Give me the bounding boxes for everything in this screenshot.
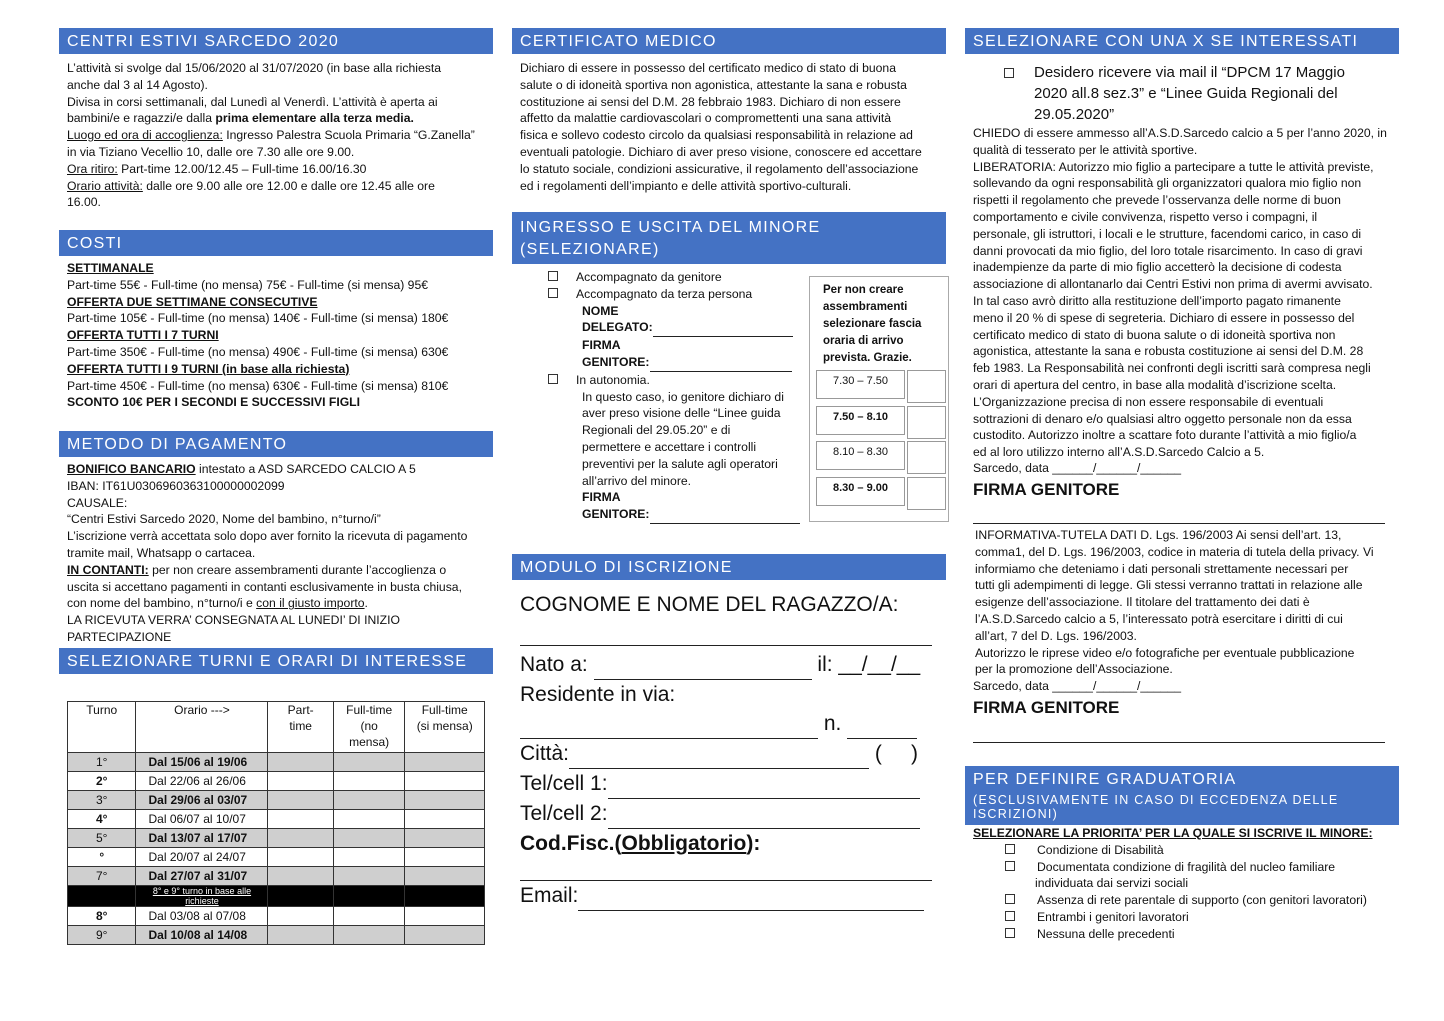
turni-table-body bbox=[68, 753, 485, 945]
firma-line-2[interactable] bbox=[973, 742, 1385, 743]
text-line: personale, gli istruttori, i locali e le strutture, facendomi carico, in caso di bbox=[973, 226, 1362, 241]
text-line: sottrazioni di denaro e/o qualsiasi altro oggetto personale non da essa bbox=[973, 411, 1352, 426]
price-heading: OFFERTA DUE SETTIMANE CONSECUTIVE bbox=[67, 294, 318, 309]
option-label: Documentata condizione di fragilità del nucleo familiare bbox=[1037, 859, 1336, 874]
arrival-slot-label: 8.30 – 9.00 bbox=[816, 477, 905, 506]
privacy-body bbox=[975, 527, 1395, 678]
dpcm-checkbox[interactable] bbox=[1004, 68, 1014, 78]
text-line: Desidero ricevere via mail il “DPCM 17 Maggio bbox=[1034, 64, 1345, 81]
select-part-time-cell[interactable] bbox=[268, 772, 333, 791]
email-row bbox=[520, 881, 932, 911]
text-line: 29.05.2020” bbox=[1034, 106, 1115, 123]
text-bold-underline: IN CONTANTI: bbox=[67, 562, 149, 577]
select-full-no-mensa-cell[interactable] bbox=[333, 926, 405, 945]
tel2-label: Tel/cell 2: bbox=[520, 802, 608, 825]
text-line: Divisa in corsi settimanali, dal Lunedì al Venerdì. L’attività è aperta ai bbox=[67, 94, 438, 109]
text-line: sollevando da ogni responsabilità gli organizzatori qualora mio figlio non bbox=[973, 176, 1362, 191]
text-line: certificato medico di stato di buona salute o di idoneità sportiva non bbox=[973, 327, 1336, 342]
discount-note: SCONTO 10€ PER I SECONDI E SUCCESSIVI FIGLI bbox=[67, 395, 361, 410]
select-full-no-mensa-cell[interactable] bbox=[333, 810, 405, 829]
turno-dates: Dal 15/06 al 19/06 bbox=[136, 753, 268, 772]
turni-section bbox=[59, 648, 493, 674]
centri-estivi-header: CENTRI ESTIVI SARCEDO 2020 bbox=[59, 28, 493, 54]
codfisc-obbligatorio: Obbligatorio bbox=[621, 832, 747, 855]
checkbox[interactable] bbox=[1005, 844, 1015, 854]
col-header-orario: Orario ---> bbox=[136, 702, 268, 753]
text-line: custodito. Autorizzo inoltre a scattare foto durante l’attività a mio figlio/a bbox=[973, 428, 1357, 443]
text-bold: prima elementare alla terza media. bbox=[215, 111, 414, 126]
select-full-no-mensa-cell[interactable] bbox=[333, 772, 405, 791]
text-line: LA RICEVUTA VERRA’ CONSEGNATA AL LUNEDI’ DI INIZIO PARTECIPAZIONE bbox=[67, 613, 400, 644]
text-span: bambini/e e ragazzi/e dalla bbox=[67, 111, 216, 126]
text-line: agonistica, attestante la sana e robusta costituzione ai sensi del D.M. 28 bbox=[973, 344, 1364, 359]
text-line: anche dal 3 al 14 Agosto). bbox=[67, 77, 208, 92]
codfisc-label-end: ): bbox=[746, 832, 761, 855]
via-row bbox=[520, 709, 932, 739]
graduatoria-header bbox=[965, 766, 1399, 825]
text-line: informiamo che deteniamo i dati personali strettamente necessari per bbox=[975, 561, 1349, 576]
select-part-time-cell[interactable] bbox=[268, 848, 333, 867]
turno-dates: Dal 22/06 al 26/06 bbox=[136, 772, 268, 791]
price-line: Part-time 350€ - Full-time (no mensa) 490€ - Full-time (si mensa) 630€ bbox=[67, 344, 449, 359]
select-part-time-cell[interactable] bbox=[268, 791, 333, 810]
modulo-header: MODULO DI ISCRIZIONE bbox=[512, 554, 946, 580]
turno-number: 4° bbox=[68, 810, 136, 829]
text-line: 2020 all.8 sez.3” e “Linee Guida Regionali del bbox=[1034, 85, 1338, 102]
email-label: Email: bbox=[520, 884, 579, 907]
il-label: il: bbox=[817, 653, 833, 676]
firma-input-line[interactable] bbox=[650, 506, 800, 524]
field-label: GENITORE: bbox=[582, 507, 650, 522]
text-span: dalle ore 9.00 alle ore 12.00 e dalle ore 12.45 alle ore bbox=[142, 178, 435, 193]
cognome-label: COGNOME E NOME DEL RAGAZZO/A: bbox=[520, 593, 899, 616]
text-line: rispetti il regolamento che prevede l’osservanza delle norme di buon bbox=[973, 193, 1341, 208]
field-label: FIRMA bbox=[582, 338, 621, 353]
text-line: per la promozione dell’Associazione. bbox=[975, 662, 1173, 677]
option-label: Assenza di rete parentale di supporto (con genitori lavoratori) bbox=[1037, 893, 1367, 908]
text-span: intestato a ASD SARCEDO CALCIO A 5 bbox=[195, 462, 416, 476]
option-label: Accompagnato da genitore bbox=[576, 270, 722, 284]
text-line: salute o di idoneità sportiva non agonistica, attestante la sana e robusta bbox=[520, 77, 907, 92]
pagamento-header: METODO DI PAGAMENTO bbox=[59, 431, 493, 457]
priority-nessuna[interactable] bbox=[1005, 926, 1393, 943]
text-line bbox=[67, 461, 493, 478]
liberatoria-body bbox=[973, 125, 1393, 461]
costi-header: COSTI bbox=[59, 230, 493, 256]
text-line: tutti gli adempimenti di legge. Gli stessi verranno trattati in relazione alle bbox=[975, 578, 1363, 593]
turno-number: 5° bbox=[68, 829, 136, 848]
firma-genitore-label-2: FIRMA GENITORE bbox=[973, 698, 1120, 717]
text-line: all’art, 7 del D. Lgs. 196/2003. bbox=[975, 628, 1137, 643]
cognome-input-line[interactable] bbox=[520, 623, 932, 646]
price-line: Part-time 105€ - Full-time (no mensa) 140€ - Full-time (si mensa) 180€ bbox=[67, 311, 449, 326]
delegato-fields bbox=[582, 303, 808, 372]
text-line: INFORMATIVA-TUTELA DATI D. Lgs. 196/2003 Ai sensi dell’art. 13, bbox=[975, 528, 1342, 542]
turno-row bbox=[68, 810, 485, 829]
sel-date-line[interactable] bbox=[973, 460, 1181, 477]
certificato-section bbox=[512, 28, 946, 194]
text-line bbox=[67, 562, 493, 579]
graduatoria-subtitle: (ESCLUSIVAMENTE IN CASO DI ECCEDENZA DELLE ISCRIZIONI) bbox=[973, 793, 1339, 821]
text-line: “Centri Estivi Sarcedo 2020, Nome del bambino, n°turno/i” bbox=[67, 512, 381, 527]
text-span: Ingresso Palestra Scuola Primaria “G.Zanella” bbox=[222, 128, 475, 143]
text-line: eventuali patologie. Dichiaro di aver preso visione, conoscere ed accettare bbox=[520, 144, 922, 159]
col-header-full-no-mensa: Full-time (no mensa) bbox=[333, 702, 405, 753]
ingresso-header bbox=[512, 212, 946, 264]
text-line: orari di apertura del centro, in base alla modalità d’iscrizione scelta. bbox=[973, 377, 1337, 392]
iban-line: IBAN: IT61U0306960363100000002099 bbox=[67, 478, 285, 493]
checkbox[interactable] bbox=[1005, 861, 1015, 871]
tel1-input-line[interactable] bbox=[608, 769, 920, 799]
priority-rete-parentale[interactable] bbox=[1005, 892, 1393, 909]
select-full-no-mensa-cell[interactable] bbox=[333, 753, 405, 772]
text-line bbox=[67, 110, 493, 127]
codfisc-input-line[interactable] bbox=[520, 858, 932, 881]
turno-dates: Dal 13/07 al 17/07 bbox=[136, 829, 268, 848]
text-span: . bbox=[364, 596, 368, 611]
select-full-si-mensa-cell[interactable] bbox=[405, 926, 485, 945]
email-input-line[interactable] bbox=[578, 881, 924, 911]
turno-number: 3° bbox=[68, 791, 136, 810]
field-label: FIRMA bbox=[582, 490, 621, 505]
text-line bbox=[67, 595, 493, 612]
tel2-row bbox=[520, 799, 932, 829]
turno-row bbox=[68, 848, 485, 867]
price-heading: OFFERTA TUTTI I 7 TURNI bbox=[67, 328, 219, 343]
text-line: Dichiaro di essere in possesso del certificato medico di stato di buona bbox=[520, 61, 896, 75]
delegato-field[interactable] bbox=[582, 319, 808, 337]
text-line: aver preso visione delle “Linee guida bbox=[582, 406, 781, 421]
certificato-body bbox=[520, 60, 946, 194]
provincia-field[interactable]: ( ) bbox=[874, 742, 919, 765]
select-cell bbox=[268, 886, 333, 907]
select-full-si-mensa-cell[interactable] bbox=[405, 753, 485, 772]
text-line: Regionali del 29.05.20” e di bbox=[582, 423, 731, 438]
price-heading: OFFERTA TUTTI I 9 TURNI (in base alla richiesta) bbox=[67, 361, 350, 376]
checkbox[interactable] bbox=[1005, 911, 1015, 921]
option-label: Entrambi i genitori lavoratori bbox=[1037, 909, 1189, 924]
text-line: In tal caso avrò diritto alla restituzione dell’importo pagato rimanente bbox=[973, 293, 1341, 308]
text-line: tramite mail, Whatsapp o cartacea. bbox=[67, 545, 256, 560]
option-terza-persona[interactable] bbox=[548, 286, 808, 303]
text-line: lo statuto sociale, condizioni assicurative, il regolamento dell’associazione bbox=[520, 161, 919, 176]
costi-body bbox=[67, 260, 493, 411]
graduatoria-options bbox=[973, 825, 1393, 943]
text-line: Autorizzo le riprese video e/o fotografiche per eventuale pubblicazione bbox=[975, 645, 1355, 660]
arrival-slot-label: 8.10 – 8.30 bbox=[816, 441, 905, 470]
text-line bbox=[67, 178, 493, 195]
arrival-note-line: selezionare fascia bbox=[823, 318, 922, 330]
checkbox[interactable] bbox=[548, 374, 558, 384]
select-full-no-mensa-cell[interactable] bbox=[333, 867, 405, 886]
turno-number: 1° bbox=[68, 753, 136, 772]
field-label: GENITORE: bbox=[582, 354, 650, 369]
option-label-cont: individuata dai servizi sociali bbox=[1035, 876, 1189, 891]
select-part-time-cell[interactable] bbox=[268, 867, 333, 886]
nato-row bbox=[520, 650, 932, 680]
nato-input-line[interactable] bbox=[594, 650, 812, 680]
arrival-slot-checkbox[interactable] bbox=[907, 406, 946, 439]
text-line: danni provocati da mio figlio, del loro totale risarcimento. In caso di gravi bbox=[973, 243, 1363, 258]
via-input-line[interactable] bbox=[520, 709, 818, 739]
text-line: L’iscrizione verrà accettata solo dopo aver fornito la ricevuta di pagamento bbox=[67, 529, 468, 544]
modulo-form bbox=[520, 590, 932, 911]
firma-line-1[interactable] bbox=[973, 523, 1385, 524]
text-span: con nome del bambino, n°turno/i e bbox=[67, 596, 257, 611]
date-text: Sarcedo, data ______/______/______ bbox=[973, 679, 1182, 693]
text-line bbox=[67, 161, 493, 178]
arrival-note-line: Per non creare bbox=[823, 284, 904, 296]
text-underline: con il giusto importo bbox=[256, 596, 365, 611]
column-left bbox=[59, 28, 493, 211]
text-line: associazione di allontanarlo dai Centri Estivi non prima di avermi avvisato. bbox=[973, 277, 1373, 292]
select-full-no-mensa-cell[interactable] bbox=[333, 791, 405, 810]
turno-row bbox=[68, 829, 485, 848]
arrival-slot-label: 7.50 – 8.10 bbox=[816, 406, 905, 435]
ingresso-title: INGRESSO E USCITA DEL MINORE bbox=[520, 219, 821, 236]
field-label: DELEGATO: bbox=[582, 320, 653, 335]
text-line bbox=[67, 127, 493, 144]
firma-genitore-field[interactable] bbox=[582, 354, 808, 372]
text-line: all’arrivo del minore. bbox=[582, 473, 692, 488]
select-cell bbox=[333, 886, 405, 907]
field-label: NOME bbox=[582, 303, 619, 318]
priority-disabilita[interactable] bbox=[1005, 842, 1393, 859]
select-full-no-mensa-cell[interactable] bbox=[333, 848, 405, 867]
select-full-si-mensa-cell[interactable] bbox=[405, 848, 485, 867]
text-bold-underline: BONIFICO BANCARIO bbox=[67, 462, 196, 476]
select-part-time-cell[interactable] bbox=[268, 907, 333, 926]
citta-label: Città: bbox=[520, 742, 570, 765]
firma-genitore-field-2[interactable] bbox=[582, 506, 808, 524]
graduatoria-section bbox=[965, 766, 1399, 825]
turni-header: SELEZIONARE TURNI E ORARI DI INTERESSE bbox=[59, 648, 493, 674]
arrival-slot-checkbox[interactable] bbox=[907, 370, 946, 403]
priority-genitori-lavoratori[interactable] bbox=[1005, 909, 1393, 926]
graduatoria-title: PER DEFINIRE GRADUATORIA bbox=[973, 771, 1237, 788]
text-underline: Luogo ed ora di accoglienza: bbox=[67, 128, 223, 143]
price-line: Part-time 450€ - Full-time (no mensa) 630€ - Full-time (si mensa) 810€ bbox=[67, 378, 449, 393]
arrival-slot-label: 7.30 – 7.50 bbox=[816, 370, 905, 399]
turno-number: 7° bbox=[68, 867, 136, 886]
turno-dates: Dal 10/08 al 14/08 bbox=[136, 926, 268, 945]
text-line: feb 1983. La Responsabilità nei confronti degli iscritti sarà compresa negli bbox=[973, 361, 1371, 376]
select-full-si-mensa-cell[interactable] bbox=[405, 867, 485, 886]
text-line: ed al loro utilizzo interno all’A.S.D.Sarcedo Calcio a 5. bbox=[973, 445, 1265, 460]
delegato-input-line[interactable] bbox=[653, 319, 793, 337]
text-line: qualità di tesserato per le attività sportive. bbox=[973, 142, 1198, 157]
text-line: inadempienze da parte di mio figlio accetterò la decisione di codesta bbox=[973, 260, 1342, 275]
citta-row bbox=[520, 739, 932, 769]
select-full-si-mensa-cell[interactable] bbox=[405, 791, 485, 810]
col-header-turno: Turno bbox=[68, 702, 136, 753]
tel2-input-line[interactable] bbox=[608, 799, 920, 829]
codfisc-label: Cod.Fisc.( bbox=[520, 832, 622, 855]
arrival-note-line: prevista. Grazie. bbox=[823, 352, 912, 364]
turno-dates: Dal 06/07 al 10/07 bbox=[136, 810, 268, 829]
turno-row bbox=[68, 753, 485, 772]
text-line: ed i regolamenti dell’impianto e delle attività sportivo-culturali. bbox=[520, 178, 852, 193]
turno-dates: Dal 29/06 al 03/07 bbox=[136, 791, 268, 810]
text-line: comportamento e civile convivenza, rispetto verso i compagni, il bbox=[973, 209, 1318, 224]
text-underline: Orario attività: bbox=[67, 178, 143, 193]
turno-number: ° bbox=[68, 848, 136, 867]
select-full-no-mensa-cell[interactable] bbox=[333, 829, 405, 848]
turno-dates: Dal 27/07 al 31/07 bbox=[136, 867, 268, 886]
text-span: per non creare assembramenti durante l’accoglienza o bbox=[148, 562, 447, 577]
option-label: Condizione di Disabilità bbox=[1037, 842, 1164, 857]
privacy-date-line[interactable] bbox=[973, 678, 1181, 695]
select-cell bbox=[405, 886, 485, 907]
text-line: affetto da malattie cardiovascolari o compromettenti una sana attività bbox=[520, 111, 892, 126]
birth-date-field[interactable]: __/__/__ bbox=[838, 653, 921, 676]
turno-row bbox=[68, 926, 485, 945]
option-label: Nessuna delle precedenti bbox=[1037, 926, 1175, 941]
selezionare-section bbox=[965, 28, 1399, 54]
modulo-section bbox=[512, 554, 946, 580]
priority-fragilita[interactable] bbox=[1005, 859, 1393, 876]
turno-row bbox=[68, 772, 485, 791]
price-heading: SETTIMANALE bbox=[67, 261, 154, 275]
text-line: 16.00. bbox=[67, 195, 101, 210]
text-line: CHIEDO di essere ammesso all’A.S.D.Sarcedo calcio a 5 per l’anno 2020, in bbox=[973, 126, 1387, 140]
turno-note: 8° e 9° turno in base alle richieste bbox=[136, 886, 268, 907]
autonomia-text bbox=[582, 389, 808, 490]
pagamento-body bbox=[67, 461, 493, 646]
codfisc-row bbox=[520, 829, 932, 858]
dpcm-option[interactable] bbox=[1004, 62, 1384, 125]
text-line: permettere e accettare i controlli bbox=[582, 439, 757, 454]
arrival-note-line: assembramenti bbox=[823, 301, 908, 313]
select-full-si-mensa-cell[interactable] bbox=[405, 829, 485, 848]
col-header-part-time: Part- time bbox=[268, 702, 333, 753]
col-header-full-si-mensa: Full-time (si mensa) bbox=[405, 702, 485, 753]
text-line: comma1, del D. Lgs. 196/2003, codice in materia di tutela della privacy. Vi bbox=[975, 544, 1374, 559]
turno-cell bbox=[68, 886, 136, 907]
text-line: uscita si accettano pagamenti in contanti esclusivamente in busta chiusa, bbox=[67, 579, 462, 594]
text-span: Part-time 12.00/12.45 – Full-time 16.00/16.30 bbox=[117, 161, 367, 176]
certificato-header: CERTIFICATO MEDICO bbox=[512, 28, 946, 54]
ingresso-section bbox=[512, 212, 946, 264]
text-line: L’Organizzazione precisa di non essere responsabile di eventuali bbox=[973, 394, 1324, 409]
checkbox[interactable] bbox=[548, 271, 558, 281]
select-full-si-mensa-cell[interactable] bbox=[405, 810, 485, 829]
firma-genitore-label: FIRMA GENITORE bbox=[973, 480, 1120, 499]
nato-label: Nato a: bbox=[520, 653, 588, 676]
text-line: LIBERATORIA: Autorizzo mio figlio a partecipare a tutte le attività previste, bbox=[973, 159, 1374, 174]
turni-table-wrap bbox=[67, 701, 485, 945]
turno-row bbox=[68, 907, 485, 926]
numero-input-line[interactable] bbox=[847, 709, 917, 739]
turno-row bbox=[68, 886, 485, 907]
text-line: In questo caso, io genitore dichiaro di bbox=[582, 389, 784, 404]
text-line: meno il 20 % di spese di segreteria. Dichiaro di essere in possesso del bbox=[973, 310, 1355, 325]
citta-input-line[interactable] bbox=[569, 739, 869, 769]
turno-number: 9° bbox=[68, 926, 136, 945]
date-text: Sarcedo, data ______/______/______ bbox=[973, 461, 1182, 475]
select-full-si-mensa-cell[interactable] bbox=[405, 907, 485, 926]
numero-label: n. bbox=[823, 712, 842, 735]
text-line: costituzione ai sensi del D.M. 28 febbraio 1983. Dichiaro di non essere bbox=[520, 94, 901, 109]
turno-number: 8° bbox=[68, 907, 136, 926]
turno-dates: Dal 20/07 al 24/07 bbox=[136, 848, 268, 867]
option-label: Accompagnato da terza persona bbox=[576, 286, 753, 301]
text-line: l’A.S.D.Sarcedo calcio a 5, l’interessato potrà esercitare i diritti di cui bbox=[975, 611, 1343, 626]
tel1-row bbox=[520, 769, 932, 799]
turni-table bbox=[67, 701, 485, 945]
tel1-label: Tel/cell 1: bbox=[520, 772, 608, 795]
text-underline: Ora ritiro: bbox=[67, 161, 118, 176]
arrival-note-line: oraria di arrivo bbox=[823, 335, 904, 347]
checkbox[interactable] bbox=[1005, 928, 1015, 938]
arrival-note bbox=[823, 282, 948, 367]
ingresso-options bbox=[548, 269, 808, 524]
firma-fields bbox=[582, 489, 808, 524]
centri-estivi-body bbox=[67, 60, 493, 211]
select-part-time-cell[interactable] bbox=[268, 829, 333, 848]
turno-row bbox=[68, 867, 485, 886]
firma-input-line[interactable] bbox=[650, 354, 792, 372]
pagamento-section bbox=[59, 431, 493, 646]
costi-section bbox=[59, 230, 493, 411]
dpcm-label bbox=[1034, 62, 1384, 125]
selezionare-header: SELEZIONARE CON UNA X SE INTERESSATI bbox=[965, 28, 1399, 54]
text-line: esigenze dell’associazione. Il titolare del trattamento dei dati è bbox=[975, 595, 1310, 610]
select-part-time-cell[interactable] bbox=[268, 810, 333, 829]
text-line: in via Tiziano Vecellio 10, dalle ore 7.30 alle ore 9.00. bbox=[67, 144, 355, 159]
option-autonomia[interactable] bbox=[548, 372, 808, 389]
turno-row bbox=[68, 791, 485, 810]
arrival-slot-checkbox[interactable] bbox=[907, 477, 946, 510]
checkbox[interactable] bbox=[548, 288, 558, 298]
price-line: Part-time 55€ - Full-time (no mensa) 75€ - Full-time (si mensa) 95€ bbox=[67, 277, 428, 292]
select-full-no-mensa-cell[interactable] bbox=[333, 907, 405, 926]
option-accompagnato-genitore[interactable] bbox=[548, 269, 808, 286]
ingresso-subtitle: (SELEZIONARE) bbox=[520, 241, 660, 258]
checkbox[interactable] bbox=[1005, 894, 1015, 904]
text-line: preventivi per la salute agli operatori bbox=[582, 456, 778, 471]
select-part-time-cell[interactable] bbox=[268, 753, 333, 772]
text-line: L’attività si svolge dal 15/06/2020 al 31/07/2020 (in base alla richiesta bbox=[67, 61, 441, 75]
turno-dates: Dal 03/08 al 07/08 bbox=[136, 907, 268, 926]
text-line: fisica e sollevo codesto circolo da qualsiasi responsabilità in relazione ad bbox=[520, 128, 913, 143]
select-part-time-cell[interactable] bbox=[268, 926, 333, 945]
turno-number: 2° bbox=[68, 772, 136, 791]
residente-label: Residente in via: bbox=[520, 683, 676, 706]
option-label: In autonomia. bbox=[576, 372, 650, 387]
text-line: CAUSALE: bbox=[67, 495, 128, 510]
arrival-slot-checkbox[interactable] bbox=[907, 441, 946, 474]
select-full-si-mensa-cell[interactable] bbox=[405, 772, 485, 791]
graduatoria-heading: SELEZIONARE LA PRIORITA’ PER LA QUALE SI ISCRIVE IL MINORE: bbox=[973, 826, 1373, 840]
